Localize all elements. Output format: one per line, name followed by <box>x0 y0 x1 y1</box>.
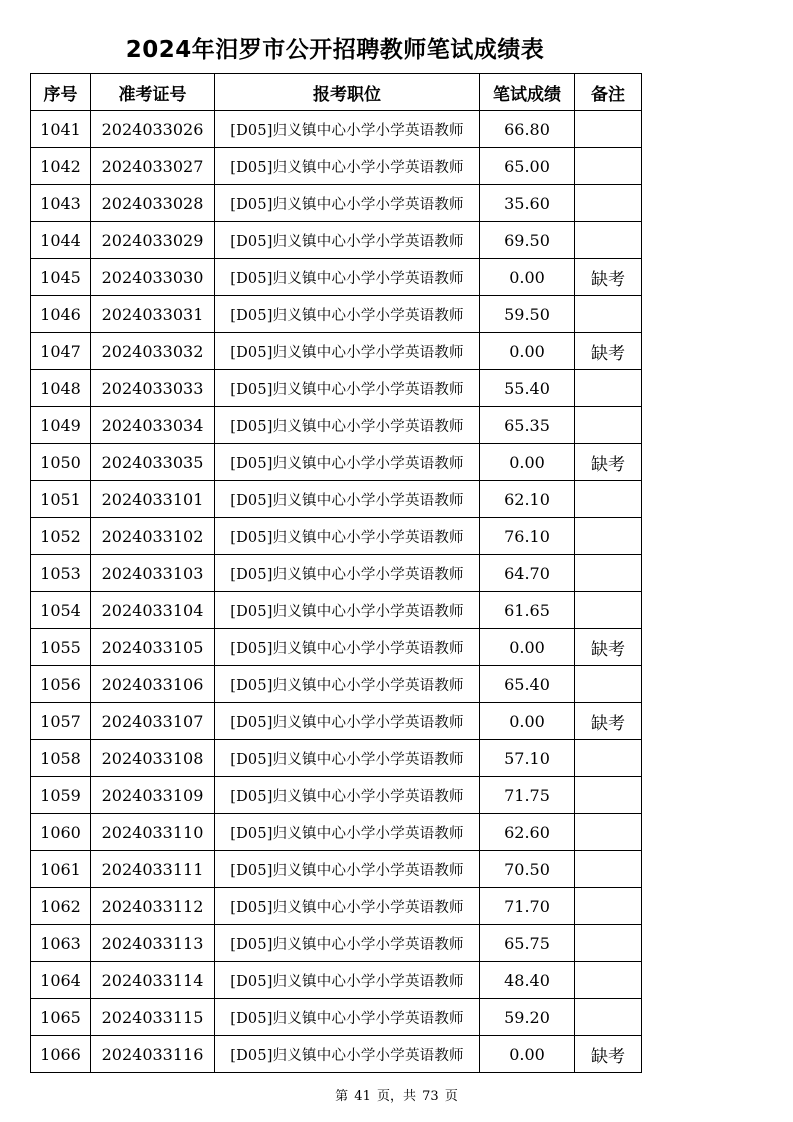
cell-position: [D05]归义镇中心小学小学英语教师 <box>215 259 480 296</box>
table-row <box>31 185 642 222</box>
cell-exam-id: 2024033027 <box>91 148 215 185</box>
cell-position: [D05]归义镇中心小学小学英语教师 <box>215 592 480 629</box>
table-row <box>31 222 642 259</box>
cell-note <box>575 962 642 999</box>
header-position: 报考职位 <box>215 74 480 111</box>
cell-exam-id: 2024033106 <box>91 666 215 703</box>
cell-exam-id: 2024033105 <box>91 629 215 666</box>
cell-score: 64.70 <box>480 555 575 592</box>
cell-exam-id: 2024033114 <box>91 962 215 999</box>
cell-serial: 1060 <box>31 814 91 851</box>
table-row <box>31 481 642 518</box>
cell-exam-id: 2024033104 <box>91 592 215 629</box>
cell-position: [D05]归义镇中心小学小学英语教师 <box>215 999 480 1036</box>
cell-serial: 1056 <box>31 666 91 703</box>
cell-score: 59.50 <box>480 296 575 333</box>
cell-note <box>575 814 642 851</box>
table-row <box>31 814 642 851</box>
cell-serial: 1062 <box>31 888 91 925</box>
table-row <box>31 148 642 185</box>
table-row <box>31 703 642 740</box>
cell-position: [D05]归义镇中心小学小学英语教师 <box>215 407 480 444</box>
cell-note <box>575 481 642 518</box>
cell-exam-id: 2024033029 <box>91 222 215 259</box>
cell-note <box>575 888 642 925</box>
cell-position: [D05]归义镇中心小学小学英语教师 <box>215 444 480 481</box>
cell-exam-id: 2024033032 <box>91 333 215 370</box>
cell-score: 35.60 <box>480 185 575 222</box>
cell-exam-id: 2024033109 <box>91 777 215 814</box>
cell-note: 缺考 <box>575 1036 642 1073</box>
header-exam-id: 准考证号 <box>91 74 215 111</box>
cell-exam-id: 2024033033 <box>91 370 215 407</box>
cell-serial: 1043 <box>31 185 91 222</box>
cell-score: 71.75 <box>480 777 575 814</box>
table-row <box>31 370 642 407</box>
table-row <box>31 962 642 999</box>
cell-exam-id: 2024033102 <box>91 518 215 555</box>
cell-position: [D05]归义镇中心小学小学英语教师 <box>215 740 480 777</box>
cell-score: 65.40 <box>480 666 575 703</box>
cell-score: 65.75 <box>480 925 575 962</box>
cell-note: 缺考 <box>575 444 642 481</box>
table-row <box>31 555 642 592</box>
cell-note <box>575 185 642 222</box>
cell-exam-id: 2024033111 <box>91 851 215 888</box>
cell-exam-id: 2024033028 <box>91 185 215 222</box>
cell-serial: 1041 <box>31 111 91 148</box>
cell-exam-id: 2024033107 <box>91 703 215 740</box>
table-row <box>31 629 642 666</box>
cell-note <box>575 592 642 629</box>
cell-position: [D05]归义镇中心小学小学英语教师 <box>215 1036 480 1073</box>
cell-position: [D05]归义镇中心小学小学英语教师 <box>215 481 480 518</box>
table-row <box>31 1036 642 1073</box>
footer-total-pages: 73 <box>422 1089 439 1104</box>
cell-position: [D05]归义镇中心小学小学英语教师 <box>215 777 480 814</box>
cell-exam-id: 2024033115 <box>91 999 215 1036</box>
cell-score: 0.00 <box>480 1036 575 1073</box>
cell-score: 65.35 <box>480 407 575 444</box>
cell-serial: 1066 <box>31 1036 91 1073</box>
cell-score: 0.00 <box>480 629 575 666</box>
table-row <box>31 407 642 444</box>
score-table <box>30 73 642 1073</box>
table-row <box>31 777 642 814</box>
footer-page-number: 41 <box>354 1089 371 1104</box>
cell-serial: 1048 <box>31 370 91 407</box>
cell-note <box>575 740 642 777</box>
cell-position: [D05]归义镇中心小学小学英语教师 <box>215 962 480 999</box>
cell-score: 65.00 <box>480 148 575 185</box>
cell-score: 0.00 <box>480 259 575 296</box>
cell-serial: 1044 <box>31 222 91 259</box>
cell-position: [D05]归义镇中心小学小学英语教师 <box>215 851 480 888</box>
table-row <box>31 296 642 333</box>
cell-position: [D05]归义镇中心小学小学英语教师 <box>215 333 480 370</box>
cell-exam-id: 2024033101 <box>91 481 215 518</box>
cell-exam-id: 2024033112 <box>91 888 215 925</box>
cell-score: 62.60 <box>480 814 575 851</box>
table-row <box>31 851 642 888</box>
cell-position: [D05]归义镇中心小学小学英语教师 <box>215 888 480 925</box>
cell-note: 缺考 <box>575 703 642 740</box>
cell-serial: 1045 <box>31 259 91 296</box>
cell-position: [D05]归义镇中心小学小学英语教师 <box>215 555 480 592</box>
cell-score: 59.20 <box>480 999 575 1036</box>
cell-exam-id: 2024033026 <box>91 111 215 148</box>
cell-exam-id: 2024033113 <box>91 925 215 962</box>
cell-serial: 1049 <box>31 407 91 444</box>
cell-serial: 1065 <box>31 999 91 1036</box>
cell-position: [D05]归义镇中心小学小学英语教师 <box>215 629 480 666</box>
cell-note <box>575 666 642 703</box>
table-row <box>31 888 642 925</box>
cell-exam-id: 2024033035 <box>91 444 215 481</box>
cell-note <box>575 407 642 444</box>
page-footer <box>0 1085 793 1104</box>
cell-note <box>575 555 642 592</box>
cell-note <box>575 222 642 259</box>
cell-score: 55.40 <box>480 370 575 407</box>
cell-note <box>575 851 642 888</box>
cell-score: 61.65 <box>480 592 575 629</box>
footer-prefix: 第 <box>335 1089 349 1104</box>
table-row <box>31 518 642 555</box>
cell-serial: 1047 <box>31 333 91 370</box>
table-row <box>31 740 642 777</box>
cell-note <box>575 111 642 148</box>
cell-note <box>575 370 642 407</box>
cell-note <box>575 925 642 962</box>
footer-mid: 页，共 <box>376 1089 416 1104</box>
cell-exam-id: 2024033110 <box>91 814 215 851</box>
cell-note <box>575 999 642 1036</box>
cell-serial: 1053 <box>31 555 91 592</box>
header-score: 笔试成绩 <box>480 74 575 111</box>
cell-serial: 1055 <box>31 629 91 666</box>
cell-note <box>575 777 642 814</box>
cell-note: 缺考 <box>575 629 642 666</box>
header-serial: 序号 <box>31 74 91 111</box>
cell-score: 69.50 <box>480 222 575 259</box>
header-note: 备注 <box>575 74 642 111</box>
cell-exam-id: 2024033108 <box>91 740 215 777</box>
table-row <box>31 925 642 962</box>
cell-position: [D05]归义镇中心小学小学英语教师 <box>215 370 480 407</box>
cell-position: [D05]归义镇中心小学小学英语教师 <box>215 222 480 259</box>
table-row <box>31 444 642 481</box>
cell-score: 0.00 <box>480 333 575 370</box>
cell-serial: 1052 <box>31 518 91 555</box>
cell-score: 62.10 <box>480 481 575 518</box>
footer-suffix: 页 <box>444 1089 458 1104</box>
cell-score: 48.40 <box>480 962 575 999</box>
cell-serial: 1057 <box>31 703 91 740</box>
table-row <box>31 592 642 629</box>
cell-serial: 1054 <box>31 592 91 629</box>
cell-position: [D05]归义镇中心小学小学英语教师 <box>215 148 480 185</box>
table-row <box>31 666 642 703</box>
cell-score: 57.10 <box>480 740 575 777</box>
table-row <box>31 999 642 1036</box>
cell-position: [D05]归义镇中心小学小学英语教师 <box>215 814 480 851</box>
cell-score: 66.80 <box>480 111 575 148</box>
cell-exam-id: 2024033103 <box>91 555 215 592</box>
cell-note: 缺考 <box>575 333 642 370</box>
cell-exam-id: 2024033116 <box>91 1036 215 1073</box>
cell-score: 76.10 <box>480 518 575 555</box>
cell-note <box>575 296 642 333</box>
cell-score: 0.00 <box>480 703 575 740</box>
table-header-row <box>31 74 642 111</box>
cell-note <box>575 148 642 185</box>
cell-position: [D05]归义镇中心小学小学英语教师 <box>215 185 480 222</box>
table-row <box>31 333 642 370</box>
cell-score: 0.00 <box>480 444 575 481</box>
page-title: 2024年汨罗市公开招聘教师笔试成绩表 <box>125 37 545 63</box>
cell-position: [D05]归义镇中心小学小学英语教师 <box>215 111 480 148</box>
table-row <box>31 111 642 148</box>
cell-serial: 1063 <box>31 925 91 962</box>
cell-note <box>575 518 642 555</box>
cell-serial: 1059 <box>31 777 91 814</box>
table-row <box>31 259 642 296</box>
cell-serial: 1058 <box>31 740 91 777</box>
cell-score: 71.70 <box>480 888 575 925</box>
cell-serial: 1051 <box>31 481 91 518</box>
cell-exam-id: 2024033030 <box>91 259 215 296</box>
cell-position: [D05]归义镇中心小学小学英语教师 <box>215 296 480 333</box>
cell-exam-id: 2024033031 <box>91 296 215 333</box>
cell-serial: 1050 <box>31 444 91 481</box>
cell-exam-id: 2024033034 <box>91 407 215 444</box>
cell-position: [D05]归义镇中心小学小学英语教师 <box>215 666 480 703</box>
cell-position: [D05]归义镇中心小学小学英语教师 <box>215 518 480 555</box>
cell-score: 70.50 <box>480 851 575 888</box>
cell-serial: 1042 <box>31 148 91 185</box>
cell-serial: 1061 <box>31 851 91 888</box>
cell-serial: 1046 <box>31 296 91 333</box>
cell-serial: 1064 <box>31 962 91 999</box>
cell-note: 缺考 <box>575 259 642 296</box>
cell-position: [D05]归义镇中心小学小学英语教师 <box>215 925 480 962</box>
cell-position: [D05]归义镇中心小学小学英语教师 <box>215 703 480 740</box>
